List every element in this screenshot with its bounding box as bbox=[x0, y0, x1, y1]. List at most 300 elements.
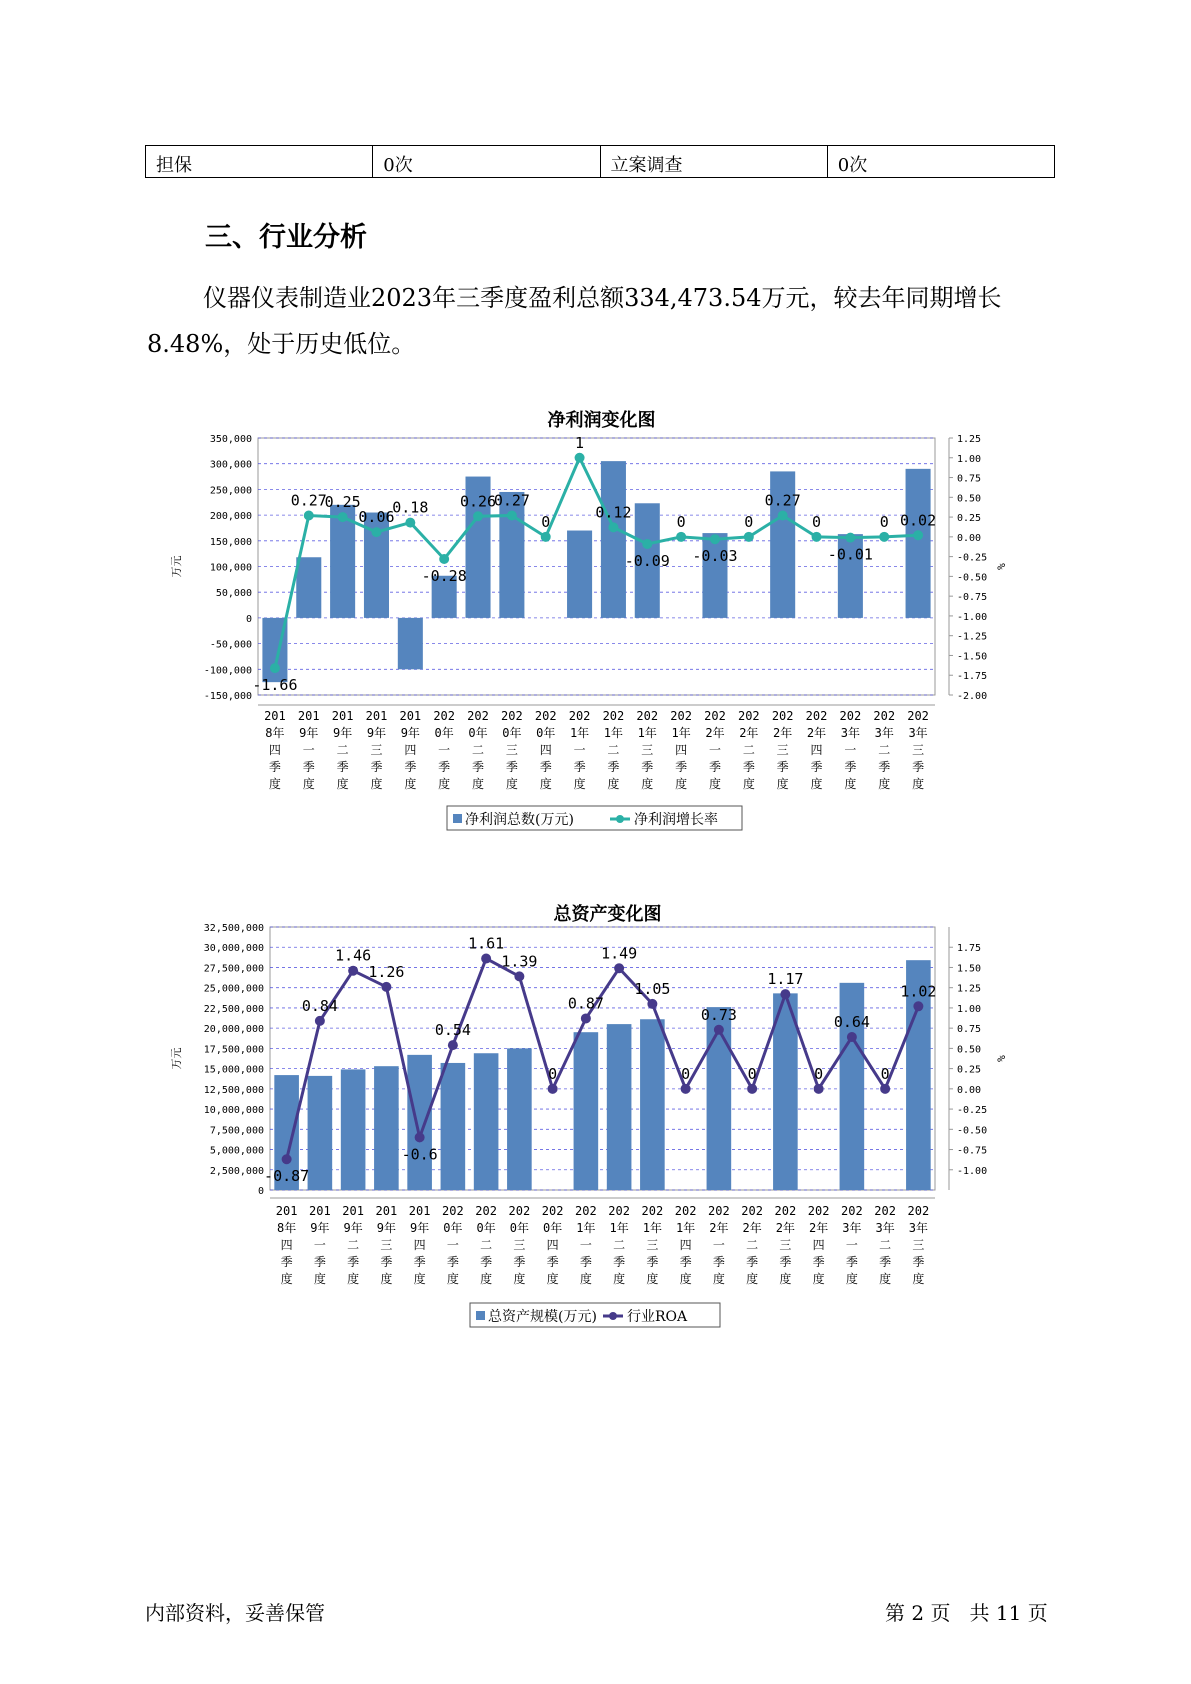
bar bbox=[374, 1066, 399, 1190]
x-tick-label: 季 bbox=[472, 760, 485, 774]
x-tick-label: 9年 bbox=[333, 726, 353, 740]
x-tick-label: 201 bbox=[342, 1204, 364, 1218]
x-tick-label: 季 bbox=[912, 1255, 925, 1269]
y-tick-label: 0 bbox=[245, 613, 252, 625]
x-tick-label: 度 bbox=[268, 777, 281, 791]
y-tick-label: 150,000 bbox=[209, 536, 252, 548]
x-tick-label: 季 bbox=[746, 1255, 759, 1269]
x-tick-label: 0年 bbox=[543, 1221, 563, 1235]
y2-tick-label: -0.75 bbox=[957, 592, 988, 604]
y-tick-label: 100,000 bbox=[209, 562, 252, 574]
data-label: 1.39 bbox=[501, 952, 538, 971]
x-tick-label: 季 bbox=[336, 760, 349, 774]
line-point bbox=[575, 453, 585, 463]
x-tick-label: 202 bbox=[636, 709, 659, 723]
x-tick-label: 3年 bbox=[840, 726, 860, 740]
x-tick-label: 度 bbox=[912, 777, 925, 791]
x-tick-label: 一 bbox=[708, 743, 721, 757]
x-tick-label: 一 bbox=[313, 1238, 326, 1252]
y-tick-label: 10,000,000 bbox=[203, 1105, 264, 1117]
y-tick-label: 250,000 bbox=[209, 485, 252, 497]
line-point bbox=[847, 1032, 857, 1042]
data-label: 0.27 bbox=[764, 491, 801, 510]
data-label: 1.61 bbox=[468, 934, 505, 953]
x-tick-label: 三 bbox=[912, 1238, 925, 1252]
x-tick-label: 一 bbox=[845, 1238, 858, 1252]
x-tick-label: 度 bbox=[579, 1272, 592, 1286]
line-point bbox=[270, 663, 280, 673]
x-tick-label: 季 bbox=[708, 760, 721, 774]
y-tick-label: 32,500,000 bbox=[203, 923, 264, 934]
bar bbox=[308, 1076, 333, 1190]
line-point bbox=[282, 1154, 292, 1164]
data-label: 0.87 bbox=[567, 994, 604, 1013]
x-tick-label: 度 bbox=[613, 1272, 626, 1286]
y2-axis-label: % bbox=[995, 1055, 1008, 1062]
x-tick-label: 201 bbox=[375, 1204, 398, 1218]
x-tick-label: 0年 bbox=[476, 1221, 496, 1235]
data-label: 0.64 bbox=[833, 1013, 870, 1032]
x-tick-label: 202 bbox=[575, 1204, 597, 1218]
x-tick-label: 0年 bbox=[443, 1221, 463, 1235]
x-tick-label: 3年 bbox=[842, 1221, 862, 1235]
x-tick-label: 202 bbox=[568, 709, 591, 723]
y2-tick-label: 0.50 bbox=[957, 1044, 982, 1056]
x-tick-label: 二 bbox=[746, 1238, 759, 1252]
bar bbox=[507, 1048, 532, 1190]
y-tick-label: 25,000,000 bbox=[203, 983, 264, 995]
x-tick-label: 1年 bbox=[676, 1221, 696, 1235]
line-point bbox=[304, 510, 314, 520]
data-label: 0 bbox=[548, 1064, 558, 1083]
total-prefix: 共 bbox=[969, 1601, 990, 1625]
y2-tick-label: -0.75 bbox=[957, 1145, 988, 1157]
x-tick-label: 202 bbox=[608, 1204, 630, 1218]
x-tick-label: 四 bbox=[539, 743, 552, 757]
x-tick-label: 202 bbox=[674, 1204, 697, 1218]
x-tick-label: 201 bbox=[408, 1204, 431, 1218]
x-tick-label: 季 bbox=[844, 760, 857, 774]
data-label: 0.27 bbox=[493, 491, 530, 510]
data-label: 0 bbox=[747, 1064, 757, 1083]
data-label: 0.27 bbox=[290, 491, 327, 510]
y2-tick-label: 1.00 bbox=[957, 1003, 982, 1015]
x-tick-label: 度 bbox=[679, 1272, 692, 1286]
x-tick-label: 季 bbox=[446, 1255, 459, 1269]
page-number: 2 bbox=[911, 1601, 925, 1625]
line-point bbox=[507, 510, 517, 520]
x-tick-label: 9年 bbox=[366, 726, 387, 740]
line-point bbox=[371, 527, 381, 537]
x-tick-label: 二 bbox=[480, 1238, 493, 1252]
x-tick-label: 度 bbox=[380, 1272, 393, 1286]
x-tick-label: 202 bbox=[774, 1204, 797, 1218]
data-label: -0.28 bbox=[421, 566, 467, 585]
x-tick-label: 四 bbox=[268, 743, 281, 757]
legend-line-label: 行业ROA bbox=[627, 1309, 688, 1325]
x-tick-label: 202 bbox=[873, 709, 896, 723]
x-tick-label: 0年 bbox=[509, 1221, 529, 1235]
x-tick-label: 2年 bbox=[809, 1221, 829, 1235]
data-label: 0.73 bbox=[700, 1005, 737, 1024]
line-point bbox=[439, 554, 449, 564]
data-label: 0 bbox=[879, 512, 889, 531]
data-label: 0 bbox=[676, 512, 686, 531]
bar bbox=[407, 1055, 432, 1190]
x-tick-label: 季 bbox=[812, 1255, 825, 1269]
x-tick-label: 202 bbox=[641, 1204, 664, 1218]
x-tick-label: 季 bbox=[546, 1255, 559, 1269]
x-tick-label: 季 bbox=[413, 1255, 426, 1269]
x-tick-label: 三 bbox=[646, 1238, 659, 1252]
x-tick-label: 季 bbox=[779, 1255, 792, 1269]
x-tick-label: 度 bbox=[712, 1272, 725, 1286]
x-tick-label: 三 bbox=[370, 743, 383, 757]
data-label: 1.46 bbox=[335, 946, 372, 965]
x-tick-label: 202 bbox=[907, 709, 929, 723]
total-assets-chart bbox=[0, 885, 1191, 1355]
x-tick-label: 度 bbox=[844, 777, 857, 791]
x-tick-label: 度 bbox=[480, 1272, 493, 1286]
x-tick-label: 四 bbox=[404, 743, 417, 757]
x-tick-label: 季 bbox=[347, 1255, 360, 1269]
x-tick-label: 度 bbox=[546, 1272, 559, 1286]
x-tick-label: 一 bbox=[579, 1238, 592, 1252]
x-tick-label: 度 bbox=[370, 777, 383, 791]
bar bbox=[906, 469, 931, 618]
x-tick-label: 9年 bbox=[376, 1221, 396, 1235]
y2-tick-label: -0.50 bbox=[957, 572, 988, 584]
bar bbox=[601, 461, 626, 618]
x-tick-label: 201 bbox=[365, 709, 388, 723]
y-tick-label: 200,000 bbox=[209, 511, 252, 523]
x-tick-label: 8年 bbox=[277, 1221, 297, 1235]
x-tick-label: 季 bbox=[539, 760, 552, 774]
x-tick-label: 度 bbox=[404, 777, 417, 791]
bar bbox=[296, 557, 321, 618]
line-point bbox=[642, 539, 652, 549]
line-point bbox=[747, 1084, 757, 1094]
x-tick-label: 9年 bbox=[400, 726, 420, 740]
x-tick-label: 202 bbox=[534, 709, 557, 723]
y-tick-label: 15,000,000 bbox=[203, 1064, 264, 1076]
legend-line-marker bbox=[616, 815, 624, 823]
x-tick-label: 季 bbox=[280, 1255, 293, 1269]
x-tick-label: 度 bbox=[302, 777, 315, 791]
y-tick-label: -100,000 bbox=[203, 665, 252, 677]
chart-title: 净利润变化图 bbox=[547, 410, 656, 431]
y-tick-label: -50,000 bbox=[209, 639, 252, 651]
x-tick-label: 二 bbox=[742, 743, 755, 757]
y2-tick-label: 1.50 bbox=[957, 963, 982, 975]
x-tick-label: 一 bbox=[573, 743, 586, 757]
data-label: 1.05 bbox=[634, 979, 671, 998]
x-tick-label: 201 bbox=[264, 709, 286, 723]
y2-tick-label: 0.75 bbox=[957, 1024, 982, 1036]
line-point bbox=[845, 533, 855, 543]
x-tick-label: 季 bbox=[573, 760, 586, 774]
bar bbox=[341, 1069, 366, 1190]
x-tick-label: 季 bbox=[675, 760, 688, 774]
bar bbox=[574, 1032, 599, 1190]
x-tick-label: 度 bbox=[347, 1272, 360, 1286]
x-tick-label: 四 bbox=[675, 743, 688, 757]
data-label: -0.87 bbox=[264, 1167, 310, 1186]
x-tick-label: 1年 bbox=[569, 726, 590, 740]
x-tick-label: 2年 bbox=[806, 726, 827, 740]
y-tick-label: 7,500,000 bbox=[209, 1125, 264, 1137]
x-tick-label: 季 bbox=[370, 760, 383, 774]
y-axis-label: 万元 bbox=[170, 555, 183, 578]
y2-tick-label: -1.25 bbox=[957, 631, 988, 643]
x-tick-label: 度 bbox=[912, 1272, 925, 1286]
x-tick-label: 度 bbox=[505, 777, 518, 791]
bar bbox=[441, 1063, 466, 1190]
data-label: 0.26 bbox=[459, 492, 497, 511]
y2-tick-label: 0.25 bbox=[957, 513, 982, 525]
x-tick-label: 1年 bbox=[576, 1221, 596, 1235]
x-tick-label: 度 bbox=[641, 777, 654, 791]
line-point bbox=[780, 989, 790, 999]
line-point bbox=[879, 532, 889, 542]
line-point bbox=[880, 1084, 890, 1094]
x-tick-label: 3年 bbox=[874, 726, 894, 740]
x-tick-label: 202 bbox=[907, 1204, 930, 1218]
data-label: 0.12 bbox=[595, 503, 632, 522]
y-tick-label: 2,500,000 bbox=[209, 1165, 264, 1177]
y-tick-label: 300,000 bbox=[209, 459, 252, 471]
page-prefix: 第 bbox=[885, 1601, 905, 1625]
y-tick-label: -150,000 bbox=[203, 691, 252, 702]
analysis-paragraph: 仪器仪表制造业2023年三季度盈利总额334,473.54万元，较去年同期增长8.48%，处于历史低位。 bbox=[147, 284, 1002, 358]
x-tick-label: 季 bbox=[845, 1255, 858, 1269]
x-tick-label: 季 bbox=[268, 760, 281, 774]
data-label: 0.02 bbox=[900, 511, 937, 530]
x-tick-label: 度 bbox=[878, 777, 891, 791]
footer-page-info bbox=[885, 1597, 1048, 1626]
x-tick-label: 202 bbox=[839, 709, 862, 723]
x-tick-label: 1年 bbox=[637, 726, 657, 740]
y2-tick-label: -2.00 bbox=[957, 691, 988, 702]
x-tick-label: 四 bbox=[413, 1238, 426, 1252]
x-tick-label: 季 bbox=[579, 1255, 592, 1269]
y2-tick-label: -1.00 bbox=[957, 1165, 988, 1177]
x-tick-label: 度 bbox=[810, 777, 823, 791]
x-tick-label: 8年 bbox=[265, 726, 285, 740]
data-label: 0.25 bbox=[324, 493, 361, 512]
data-label: 0.84 bbox=[301, 996, 338, 1015]
line-point bbox=[581, 1013, 591, 1023]
bar bbox=[398, 618, 423, 669]
x-tick-label: 度 bbox=[438, 777, 451, 791]
y2-tick-label: 1.25 bbox=[957, 434, 982, 445]
x-tick-label: 季 bbox=[641, 760, 654, 774]
x-tick-label: 度 bbox=[742, 777, 755, 791]
table-cell: 担保 bbox=[146, 146, 373, 178]
x-tick-label: 三 bbox=[779, 1238, 792, 1252]
legend-bar-label: 总资产规模(万元) bbox=[488, 1309, 597, 1325]
line-point bbox=[913, 1001, 923, 1011]
line-point bbox=[348, 966, 358, 976]
x-tick-label: 三 bbox=[776, 743, 789, 757]
x-tick-label: 一 bbox=[712, 1238, 725, 1252]
line-point bbox=[608, 522, 618, 532]
total-pages: 11 bbox=[995, 1601, 1022, 1625]
x-tick-label: 202 bbox=[541, 1204, 564, 1218]
y-tick-label: 30,000,000 bbox=[203, 943, 264, 955]
bar bbox=[607, 1024, 632, 1190]
x-tick-label: 三 bbox=[912, 743, 925, 757]
data-label: -1.66 bbox=[252, 676, 298, 695]
x-tick-label: 202 bbox=[805, 709, 828, 723]
line-point bbox=[338, 512, 348, 522]
x-tick-label: 202 bbox=[670, 709, 692, 723]
line-point bbox=[415, 1132, 425, 1142]
line-point bbox=[448, 1040, 458, 1050]
page-unit: 页 bbox=[930, 1601, 951, 1625]
x-tick-label: 二 bbox=[613, 1238, 626, 1252]
x-tick-label: 季 bbox=[613, 1255, 626, 1269]
x-tick-label: 度 bbox=[446, 1272, 459, 1286]
x-tick-label: 季 bbox=[679, 1255, 692, 1269]
data-label: 1.02 bbox=[900, 982, 937, 1001]
x-tick-label: 季 bbox=[712, 1255, 725, 1269]
total-assets-chart-svg bbox=[0, 885, 1191, 1355]
x-tick-label: 2年 bbox=[705, 726, 725, 740]
data-label: 0.18 bbox=[392, 498, 429, 517]
x-tick-label: 9年 bbox=[410, 1221, 430, 1235]
x-tick-label: 201 bbox=[331, 709, 354, 723]
y-tick-label: 27,500,000 bbox=[203, 963, 264, 975]
risk-table bbox=[145, 145, 1055, 178]
line-point bbox=[778, 510, 788, 520]
x-tick-label: 季 bbox=[879, 1255, 892, 1269]
y2-tick-label: -1.50 bbox=[957, 651, 988, 663]
x-tick-label: 度 bbox=[336, 777, 349, 791]
x-tick-label: 季 bbox=[505, 760, 518, 774]
x-tick-label: 季 bbox=[404, 760, 417, 774]
data-label: 0 bbox=[814, 1064, 824, 1083]
y2-tick-label: -0.50 bbox=[957, 1125, 988, 1137]
x-tick-label: 度 bbox=[879, 1272, 892, 1286]
x-tick-label: 三 bbox=[641, 743, 654, 757]
x-tick-label: 2年 bbox=[775, 1221, 795, 1235]
x-tick-label: 度 bbox=[646, 1272, 659, 1286]
x-tick-label: 二 bbox=[336, 743, 349, 757]
x-tick-label: 季 bbox=[810, 760, 823, 774]
x-tick-label: 202 bbox=[442, 1204, 464, 1218]
x-tick-label: 季 bbox=[513, 1255, 526, 1269]
y-tick-label: 5,000,000 bbox=[209, 1145, 264, 1157]
x-tick-label: 1年 bbox=[671, 726, 691, 740]
line-point bbox=[473, 511, 483, 521]
table-row bbox=[146, 146, 1055, 178]
x-tick-label: 季 bbox=[646, 1255, 659, 1269]
y2-axis-label: % bbox=[995, 563, 1008, 570]
line-point bbox=[381, 982, 391, 992]
x-tick-label: 度 bbox=[313, 1272, 326, 1286]
x-tick-label: 度 bbox=[607, 777, 620, 791]
table-cell: 0次 bbox=[827, 146, 1054, 178]
net-profit-chart-svg bbox=[0, 385, 1191, 855]
x-tick-label: 三 bbox=[505, 743, 518, 757]
line-point bbox=[812, 532, 822, 542]
x-tick-label: 二 bbox=[879, 1238, 892, 1252]
section-title: 三、行业分析 bbox=[205, 222, 367, 253]
y2-tick-label: -1.00 bbox=[957, 611, 988, 623]
x-tick-label: 度 bbox=[675, 777, 688, 791]
x-tick-label: 9年 bbox=[310, 1221, 330, 1235]
line-point bbox=[315, 1016, 325, 1026]
x-tick-label: 1年 bbox=[609, 1221, 629, 1235]
x-tick-label: 201 bbox=[297, 709, 320, 723]
x-tick-label: 二 bbox=[878, 743, 891, 757]
x-tick-label: 季 bbox=[380, 1255, 393, 1269]
y2-tick-label: -1.75 bbox=[957, 671, 988, 683]
x-tick-label: 季 bbox=[480, 1255, 493, 1269]
x-tick-label: 9年 bbox=[343, 1221, 363, 1235]
data-label: 0.06 bbox=[358, 508, 395, 527]
x-tick-label: 四 bbox=[812, 1238, 825, 1252]
x-tick-label: 1年 bbox=[603, 726, 624, 740]
x-tick-label: 度 bbox=[573, 777, 586, 791]
data-label: 0 bbox=[812, 512, 822, 531]
table-cell: 0次 bbox=[373, 146, 600, 178]
x-tick-label: 202 bbox=[771, 709, 794, 723]
data-label: -0.6 bbox=[401, 1145, 438, 1164]
x-tick-label: 度 bbox=[472, 777, 485, 791]
x-tick-label: 202 bbox=[467, 709, 489, 723]
table-cell: 立案调查 bbox=[600, 146, 827, 178]
x-tick-label: 9年 bbox=[299, 726, 319, 740]
legend-bar-label: 净利润总数(万元) bbox=[465, 812, 574, 828]
x-tick-label: 2年 bbox=[739, 726, 759, 740]
data-label: 0 bbox=[744, 512, 754, 531]
x-tick-label: 一 bbox=[844, 743, 857, 757]
x-tick-label: 度 bbox=[776, 777, 789, 791]
x-tick-label: 二 bbox=[347, 1238, 360, 1252]
x-tick-label: 度 bbox=[812, 1272, 825, 1286]
line-point bbox=[548, 1084, 558, 1094]
x-tick-label: 0年 bbox=[502, 726, 522, 740]
x-tick-label: 202 bbox=[708, 1204, 730, 1218]
x-tick-label: 季 bbox=[912, 760, 925, 774]
y-tick-label: 22,500,000 bbox=[203, 1003, 264, 1015]
line-point bbox=[913, 530, 923, 540]
x-tick-label: 3年 bbox=[908, 1221, 928, 1235]
x-tick-label: 0年 bbox=[434, 726, 454, 740]
x-tick-label: 季 bbox=[302, 760, 315, 774]
x-tick-label: 202 bbox=[874, 1204, 896, 1218]
y-tick-label: 12,500,000 bbox=[203, 1084, 264, 1096]
data-label: -0.03 bbox=[692, 547, 738, 566]
data-label: -0.01 bbox=[827, 545, 873, 564]
data-label: 0.54 bbox=[434, 1021, 471, 1040]
x-tick-label: 202 bbox=[704, 709, 726, 723]
y-tick-label: 50,000 bbox=[215, 588, 252, 600]
y-tick-label: 350,000 bbox=[209, 434, 252, 445]
y2-tick-label: -0.25 bbox=[957, 1105, 988, 1117]
data-label: 1 bbox=[575, 433, 585, 452]
line-point bbox=[681, 1084, 691, 1094]
x-tick-label: 季 bbox=[742, 760, 755, 774]
x-tick-label: 2年 bbox=[709, 1221, 729, 1235]
x-tick-label: 度 bbox=[845, 1272, 858, 1286]
data-label: 1.26 bbox=[368, 962, 405, 981]
line-point bbox=[676, 532, 686, 542]
legend-line-marker bbox=[609, 1312, 617, 1320]
x-tick-label: 201 bbox=[399, 709, 422, 723]
